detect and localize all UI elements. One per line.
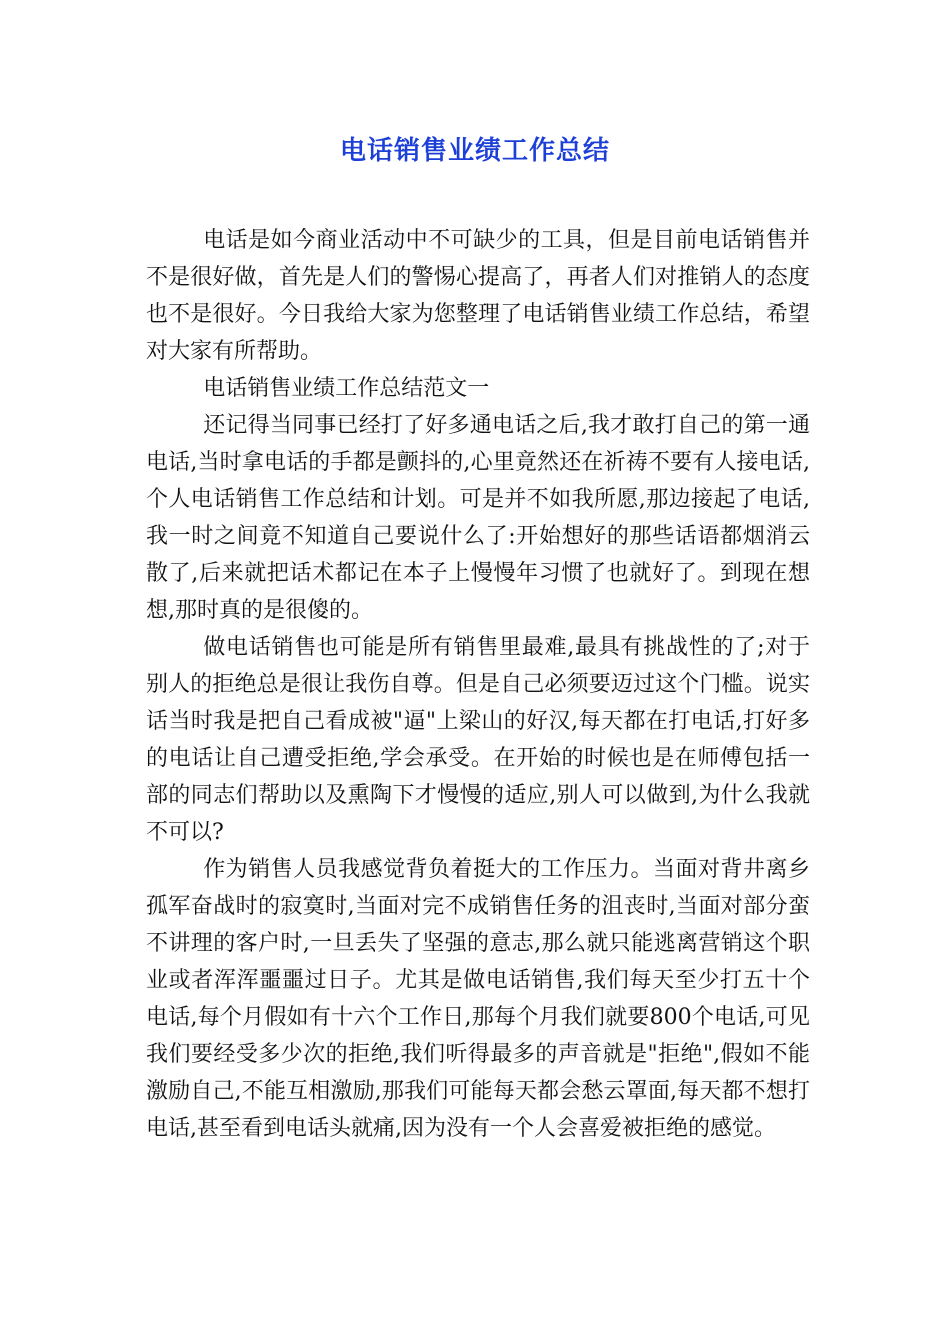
body-paragraph: 做电话销售也可能是所有销售里最难,最具有挑战性的了;对于别人的拒绝总是很让我伤自尊。但是自己必须要迈过这个门槛。说实话当时我是把自己看成被"逼"上梁山的好汉,每天都在打电话,打好多的电话让自己遭受拒绝,学会承受。在开始的时候也是在师傅包括一部的同志们帮助以及熏陶下才慢慢的适应,别人可以做到,为什么我就不可以?: [146, 635, 810, 845]
document-title: 电话销售业绩工作总结: [339, 136, 610, 166]
document-body: [146, 222, 810, 1147]
body-paragraph: 作为销售人员我感觉背负着挺大的工作压力。当面对背井离乡孤军奋战时的寂寞时,当面对完不成销售任务的沮丧时,当面对部分蛮不讲理的客户时,一旦丢失了坚强的意志,那么就只能逃离营销这个职业或者浑浑噩噩过日子。尤其是做电话销售,我们每天至少打五十个电话,每个月假如有十六个工作日,那每个月我们就要800个电话,可见我们要经受多少次的拒绝,我们听得最多的声音就是"拒绝",假如不能激励自己,不能互相激励,那我们可能每天都会愁云罩面,每天都不想打电话,甚至看到电话头就痛,因为没有一个人会喜爱被拒绝的感觉。: [146, 857, 810, 1141]
body-paragraph: 还记得当同事已经打了好多通电话之后,我才敢打自己的第一通电话,当时拿电话的手都是颤抖的,心里竟然还在祈祷不要有人接电话,个人电话销售工作总结和计划。可是并不如我所愿,那边接起了电话,我一时之间竟不知道自己要说什么了:开始想好的那些话语都烟消云散了,后来就把话术都记在本子上慢慢年习惯了也就好了。到现在想想,那时真的是很傻的。: [146, 413, 810, 623]
intro-paragraph: 电话是如今商业活动中不可缺少的工具，但是目前电话销售并不是很好做，首先是人们的警惕心提高了，再者人们对推销人的态度也不是很好。今日我给大家为您整理了电话销售业绩工作总结，希望对大家有所帮助。: [146, 228, 810, 364]
section-heading: 电话销售业绩工作总结范文一: [203, 376, 490, 401]
